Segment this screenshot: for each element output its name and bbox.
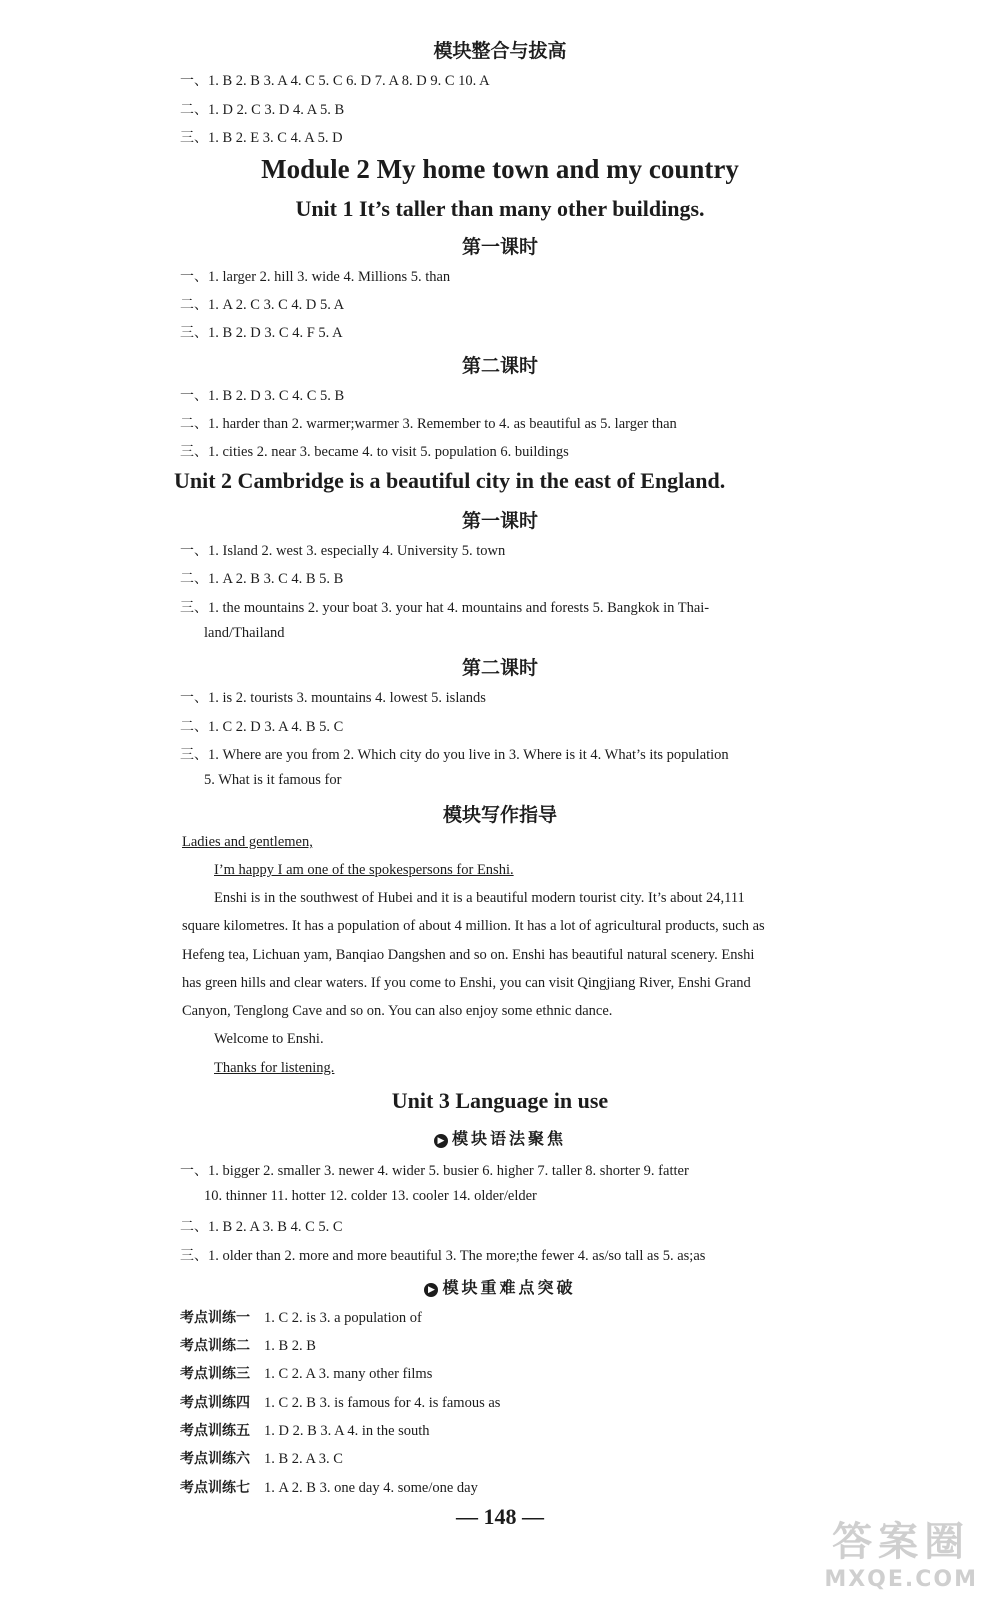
answer-line: 三、1. older than 2. more and more beautiful 3. The more;the fewer 4. as/so tall as 5. as;as <box>180 1248 706 1264</box>
answer-line: 一、1. B 2. D 3. C 4. C 5. B <box>180 388 345 404</box>
answer-line: 二、1. C 2. D 3. A 4. B 5. C <box>180 719 344 735</box>
watermark-url: MXQE.COM <box>824 1567 978 1592</box>
lesson-title: 第一课时 <box>461 510 538 532</box>
unit3-title: Unit 3 Language in use <box>391 1088 609 1113</box>
answer-line-continued: land/Thailand <box>204 625 285 641</box>
unit2-title: Unit 2 Cambridge is a beautiful city in the east of England. <box>174 468 726 493</box>
letter-welcome: Welcome to Enshi. <box>214 1031 324 1047</box>
answer-line: 二、1. D 2. C 3. D 4. A 5. B <box>180 102 345 118</box>
letter-closing: Thanks for listening. <box>214 1060 335 1076</box>
keypoint-row: 考点训练七 1. A 2. B 3. one day 4. some/one day <box>180 1480 478 1496</box>
letter-paragraph-line: square kilometres. It has a population of about 4 million. It has a lot of agricultural products, such as <box>182 918 765 934</box>
module-title: Module 2 My home town and my country <box>261 154 739 184</box>
keypoint-row: 考点训练一 1. C 2. is 3. a population of <box>180 1310 422 1326</box>
answer-line: 二、1. harder than 2. warmer;warmer 3. Remember to 4. as beautiful as 5. larger than <box>180 416 677 432</box>
watermark-logo-text: 答案圈 <box>832 1519 971 1565</box>
answer-line: 三、1. the mountains 2. your boat 3. your hat 4. mountains and forests 5. Bangkok in Thai- <box>180 600 710 616</box>
lesson-title: 第二课时 <box>461 355 538 377</box>
keypoint-row: 考点训练二 1. B 2. B <box>180 1338 316 1354</box>
letter-paragraph-line: Hefeng tea, Lichuan yam, Banqiao Dangshen and so on. Enshi has beautiful natural scenery. Enshi <box>182 947 755 963</box>
section-title-integration: 模块整合与拔高 <box>433 40 567 62</box>
play-icon: ▶ <box>434 1134 448 1148</box>
answer-line: 一、1. larger 2. hill 3. wide 4. Millions 5. than <box>180 269 451 285</box>
answer-line: 三、1. B 2. E 3. C 4. A 5. D <box>180 130 343 146</box>
letter-greeting: Ladies and gentlemen, <box>182 834 313 850</box>
play-icon: ▶ <box>424 1283 438 1297</box>
lesson-title: 第二课时 <box>461 657 538 679</box>
grammar-focus-banner: ▶ 模块语法聚焦 <box>0 1126 1000 1149</box>
unit1-title: Unit 1 It’s taller than many other buildings. <box>295 196 705 221</box>
answer-line: 二、1. B 2. A 3. B 4. C 5. C <box>180 1219 343 1235</box>
keypoint-row: 考点训练三 1. C 2. A 3. many other films <box>180 1366 433 1382</box>
answer-line: 一、1. is 2. tourists 3. mountains 4. lowest 5. islands <box>180 690 486 706</box>
keypoint-row: 考点训练五 1. D 2. B 3. A 4. in the south <box>180 1423 430 1439</box>
answer-line: 一、1. Island 2. west 3. especially 4. University 5. town <box>180 543 506 559</box>
answer-line: 一、1. bigger 2. smaller 3. newer 4. wider 5. busier 6. higher 7. taller 8. shorter 9. fatter <box>180 1163 689 1179</box>
letter-paragraph-line: Canyon, Tenglong Cave and so on. You can also enjoy some ethnic dance. <box>182 1003 613 1019</box>
answer-line-continued: 5. What is it famous for <box>204 772 342 788</box>
answer-line: 三、1. Where are you from 2. Which city do you live in 3. Where is it 4. What’s its population <box>180 747 729 763</box>
letter-paragraph-line: Enshi is in the southwest of Hubei and it is a beautiful modern tourist city. It’s about 24,111 <box>214 890 745 906</box>
key-points-banner: ▶ 模块重难点突破 <box>0 1275 1000 1298</box>
lesson-title: 第一课时 <box>461 236 538 258</box>
page-number: — 148 — <box>456 1504 544 1529</box>
letter-paragraph-line: has green hills and clear waters. If you come to Enshi, you can visit Qingjiang River, Enshi Grand <box>182 975 751 991</box>
answer-line: 三、1. cities 2. near 3. became 4. to visit 5. population 6. buildings <box>180 444 569 460</box>
section-title-writing: 模块写作指导 <box>442 804 557 826</box>
site-watermark <box>824 1510 978 1592</box>
answer-line: 一、1. B 2. B 3. A 4. C 5. C 6. D 7. A 8. D 9. C 10. A <box>180 73 490 89</box>
keypoint-row: 考点训练六 1. B 2. A 3. C <box>180 1451 343 1467</box>
answer-line: 二、1. A 2. C 3. C 4. D 5. A <box>180 297 345 313</box>
answer-line: 二、1. A 2. B 3. C 4. B 5. B <box>180 571 344 587</box>
letter-intro: I’m happy I am one of the spokespersons for Enshi. <box>214 862 514 878</box>
answer-line: 三、1. B 2. D 3. C 4. F 5. A <box>180 325 343 341</box>
answer-line-continued: 10. thinner 11. hotter 12. colder 13. cooler 14. older/elder <box>204 1188 537 1204</box>
keypoint-row: 考点训练四 1. C 2. B 3. is famous for 4. is famous as <box>180 1395 501 1411</box>
